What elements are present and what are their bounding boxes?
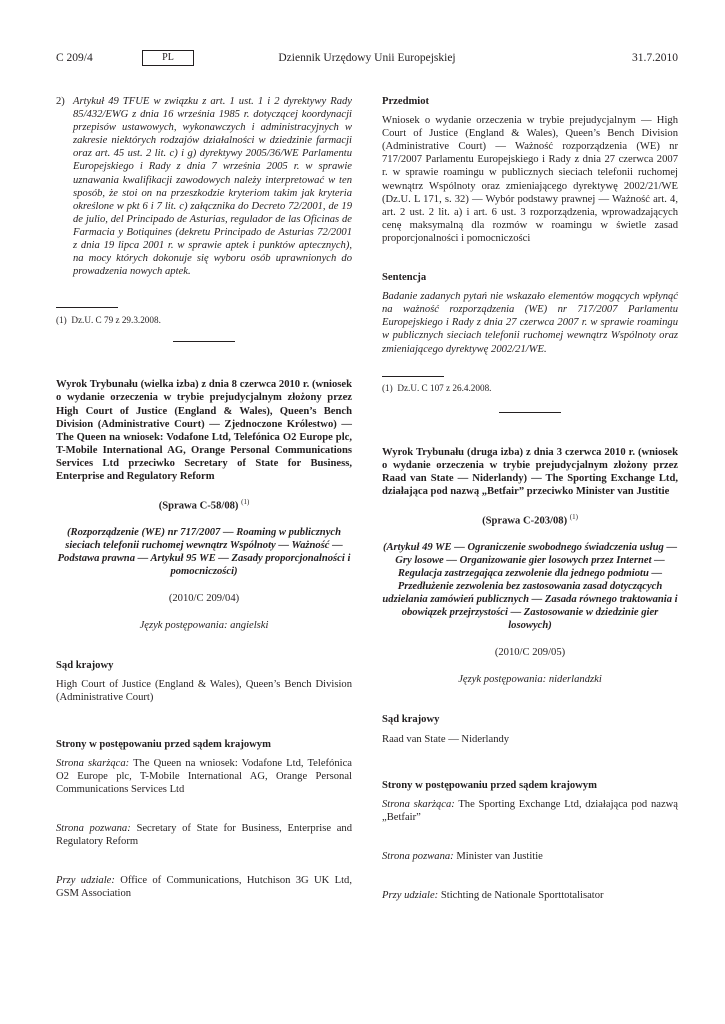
applicant-label: Strona skarżąca:	[382, 798, 455, 810]
publication-date: 31.7.2010	[632, 52, 678, 64]
ruling-item-2	[56, 95, 352, 278]
court-heading: Sąd krajowy	[56, 660, 114, 672]
case-ref-mark: (1)	[241, 498, 250, 507]
defendant-label: Strona pozwana:	[382, 850, 454, 862]
defendant-text: Minister van Justitie	[456, 850, 543, 862]
court-text: Raad van State — Niderlandy	[382, 733, 510, 745]
subject-text: Wniosek o wydanie orzeczenia w trybie prejudycjalnym — High Court of Justice (England & Wales), Queen’s Bench Division (Administrative Court) — Ważność rozporządzenia (WE) nr 717/2007 Parlamentu Europejskiego i Rady z dnia 27 czerwca 2007 r. w sprawie roamingu w publicznych sieciach telefonii ruchomej wewnątrz Wspólnoty oraz zmieniającego dyrektywę 2002/21/WE (Dz.U. L 171, s. 32) — Wybór podstawy prawnej — Ważność art. 4, art. 2 ust. 2 lit. a) i art. 6 ust. 3 rozporządzenia, wprowadzających cenę maksymalną dla rozmów w roamingu w świetle zasad proporcjonalności i pomocniczości	[382, 115, 678, 244]
sentence-heading: Sentencja	[382, 272, 427, 284]
footnote-text: Dz.U. C 107 z 26.4.2008.	[397, 382, 492, 393]
applicant-label: Strona skarżąca:	[56, 757, 130, 769]
case-reference: (Sprawa C-203/08) $^{(1)}$	[482, 512, 578, 527]
defendant	[382, 850, 678, 863]
sentence-text: Badanie zadanych pytań nie wskazało elementów mogących wpłynąć na ważność rozporządzenia (WE) nr 717/2007 Parlamentu Europejskiego i Rady z dnia 27 czerwca 2007 r. w sprawie roamingu w publicznych sieciach telefonii ruchomej wewnątrz Wspólnoty oraz zmieniającego dyrektywę 2002/21/WE.	[382, 291, 678, 355]
intervener-text: Office of Communications, Hutchison 3G UK Ltd, GSM Association	[56, 875, 352, 900]
left-column	[56, 95, 352, 900]
footnote-mark: (1)	[382, 382, 393, 393]
court-heading: Sąd krajowy	[382, 714, 440, 726]
footnote	[382, 383, 678, 394]
intervener	[56, 874, 352, 900]
defendant-text: Secretary of State for Business, Enterprise and Regulatory Reform	[56, 822, 352, 847]
case-subject: (Artykuł 49 WE — Ograniczenie swobodnego świadczenia usług — Gry losowe — Organizowanie gier losowych przez Internet — Regulacja zastrzegająca zezwolenie dla jednego podmiotu — Przedłużenie zezwolenia bez zastosowania zasad dotyczących udzielania zamówień publicznych — Zasada równego traktowania i obowiązek przejrzystości — Zastosowanie w dziedzinie gier losowych)	[382, 541, 678, 632]
footnote-text: Dz.U. C 79 z 29.3.2008.	[71, 315, 161, 326]
intervener-text: Stichting de Nationale Sporttotalisator	[440, 890, 604, 901]
court-text: High Court of Justice (England & Wales), Queen’s Bench Division (Administrative Court)	[56, 679, 352, 704]
applicant-text: The Queen na wniosek: Vodafone Ltd, Telefónica O2 Europe plc, T-Mobile International AG, Orange Personal Communications Services Ltd	[56, 757, 352, 795]
language-box: PL	[142, 50, 194, 66]
item-text: Artykuł 49 TFUE w związku z art. 1 ust. 1 i 2 dyrektywy Rady 85/432/EWG z dnia 16 września 1985 r. dotyczącej koordynacji przepisów ustawowych, wykonawczych i administracyjnych w zakresie niektórych rodzajów działalności w dziedzinie farmacji oraz art. 45 ust. 2 lit. c) i g) dyrektywy 2005/36/WE Parlamentu Europejskiego i Rady z dnia 7 września 2005 r. w sprawie uznawania kwalifikacji zawodowych należy interpretować w ten sposób, że stoi on na przeszkodzie kryteriom takim jak kryteria określone w pkt 6 i 7 lit. c) załącznika do Decreto 72/2001, de 19 de julio, del Principado de Asturias, regulador de las Oficinas de Farmacia y Botiquines (dekretu Principado de Asturias 72/2001 z dnia 19 lipca 2001 r. w sprawie aptek i punktów aptecznych), na mocy których dokonuje się wyboru osób uprawnionych do prowadzenia nowych aptek.	[73, 96, 352, 278]
intervener-label: Przy udziale:	[56, 875, 115, 887]
right-column	[382, 95, 678, 902]
intervener	[382, 889, 678, 902]
page-code: C 209/4	[56, 52, 93, 64]
case-ref-mark: (1)	[569, 512, 578, 521]
case-title: Wyrok Trybunału (wielka izba) z dnia 8 czerwca 2010 r. (wniosek o wydanie orzeczenia w trybie prejudycjalnym złożony przez High Court of Justice (England & Wales), Queen’s Bench Division (Administrative Court) — Zjednoczone Królestwo) — The Queen na wniosek: Vodafone Ltd, Telefónica O2 Europe plc, T-Mobile International AG, Orange Personal Communications Services Ltd przeciwko Secretary of State for Business, Enterprise and Regulatory Reform	[56, 379, 352, 482]
footnote-rule	[56, 307, 118, 308]
item-number: 2)	[56, 96, 65, 107]
applicant-text: The Sporting Exchange Ltd, działająca pod nazwą „Betfair”	[382, 798, 678, 823]
intervener-label: Przy udziale:	[382, 890, 439, 901]
oj-reference: (2010/C 209/04)	[168, 593, 240, 605]
procedure-language: Język postępowania: niderlandzki	[458, 674, 602, 686]
subject-heading: Przedmiot	[382, 96, 430, 107]
parties-heading: Strony w postępowaniu przed sądem krajowym	[382, 779, 597, 791]
footnote-mark: (1)	[56, 315, 67, 326]
case-reference: (Sprawa C-58/08) $^{(1)}$	[158, 498, 250, 512]
case-subject: (Rozporządzenie (WE) nr 717/2007 — Roaming w publicznych sieciach telefonii ruchomej wewnątrz Wspólnoty — Ważność — Podstawa prawna — Artykuł 95 WE — Zasady proporcjonalności i pomocniczości)	[57, 526, 351, 577]
defendant	[56, 822, 352, 848]
applicant	[56, 757, 352, 796]
page-header	[56, 50, 678, 70]
case-title: Wyrok Trybunału (druga izba) z dnia 3 czerwca 2010 r. (wniosek o wydanie orzeczenia w trybie prejudycjalnym złożony przez Raad van State — Niderlandy) — The Sporting Exchange Ltd, działająca pod nazwą „Betfair” przeciwko Minister van Justitie	[382, 446, 678, 497]
footnote-rule	[382, 376, 444, 377]
footnote	[56, 315, 352, 326]
oj-reference: (2010/C 209/05)	[494, 647, 566, 659]
journal-title: Dziennik Urzędowy Unii Europejskiej	[278, 52, 456, 64]
applicant	[382, 798, 678, 824]
parties-heading: Strony w postępowaniu przed sądem krajowym	[56, 738, 271, 750]
defendant-label: Strona pozwana:	[56, 822, 131, 834]
procedure-language: Język postępowania: angielski	[139, 620, 269, 632]
